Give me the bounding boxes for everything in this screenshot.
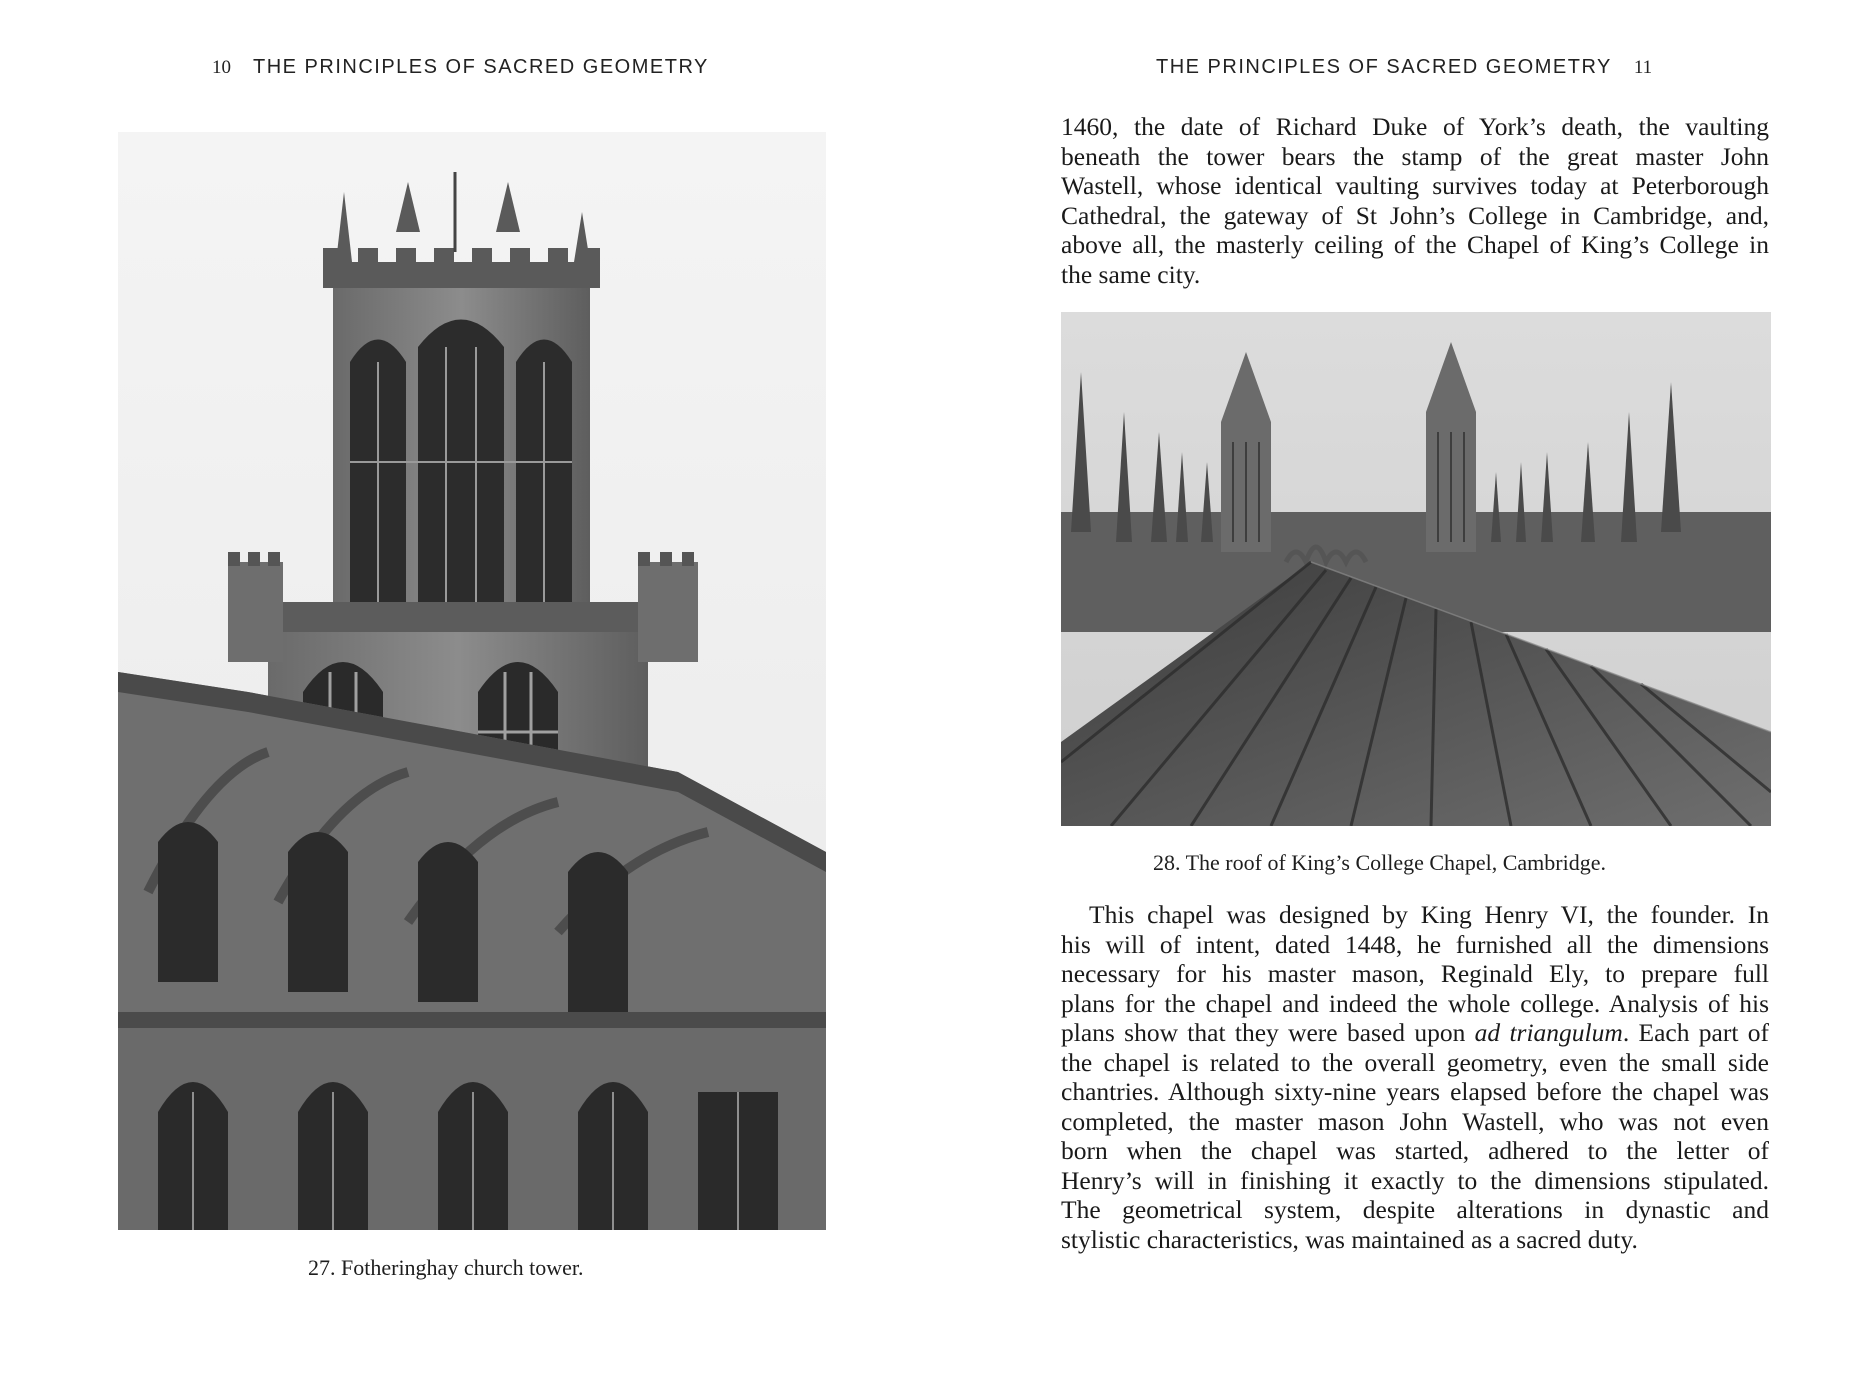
- text-line: plans for the chapel and indeed the whole college. Analysis of his: [1061, 988, 1769, 1018]
- text-line: 1460, the date of Richard Duke of York’s death, the vaulting: [1061, 112, 1769, 141]
- paragraph-chapel: [1061, 900, 1769, 1254]
- right-running-head-title: THE PRINCIPLES OF SACRED GEOMETRY: [1156, 56, 1612, 78]
- left-running-head: [212, 56, 709, 79]
- tower-photo-illustration: [118, 132, 826, 1230]
- text-line: This chapel was designed by King Henry VI, the founder. In: [1089, 900, 1769, 929]
- text-line: completed, the master mason John Wastell, who was not even: [1061, 1106, 1769, 1136]
- text-run: . Each part of: [1622, 1018, 1769, 1047]
- italic-term: ad triangulum: [1474, 1018, 1623, 1047]
- text-line: his will of intent, dated 1448, he furnished all the dimensions: [1061, 929, 1769, 959]
- figure-27-caption: 27. Fotheringhay church tower.: [308, 1255, 584, 1280]
- left-running-head-title: THE PRINCIPLES OF SACRED GEOMETRY: [253, 56, 709, 78]
- fotheringhay-tower-photo: [118, 132, 826, 1230]
- kings-college-roof-photo: [1061, 312, 1771, 826]
- text-line: above all, the masterly ceiling of the Chapel of King’s College in: [1061, 230, 1769, 259]
- left-page-number: 10: [212, 57, 231, 78]
- text-line: stylistic characteristics, was maintained as a sacred duty.: [1061, 1224, 1638, 1254]
- text-line: The geometrical system, despite alterations in dynastic and: [1061, 1195, 1769, 1224]
- right-running-head: [1156, 56, 1652, 79]
- roof-photo-illustration: [1061, 312, 1771, 826]
- text-line: born when the chapel was started, adhered to the letter of: [1061, 1136, 1769, 1165]
- text-line: Wastell, whose identical vaulting survives today at Peterborough: [1061, 171, 1769, 200]
- text-line: the same city.: [1061, 259, 1201, 289]
- text-line: necessary for his master mason, Reginald Ely, to prepare full: [1061, 959, 1769, 988]
- text-line: the chapel is related to the overall geometry, even the small side: [1061, 1047, 1769, 1077]
- right-page-number: 11: [1633, 57, 1653, 78]
- paragraph-continued: [1061, 112, 1769, 289]
- figure-28-caption: 28. The roof of King’s College Chapel, Cambridge.: [1153, 850, 1606, 875]
- text-line: Henry’s will in finishing it exactly to the dimensions stipulated.: [1061, 1165, 1769, 1195]
- text-line-with-italic: [1061, 1018, 1769, 1048]
- text-line: chantries. Although sixty-nine years elapsed before the chapel was: [1061, 1077, 1769, 1106]
- text-line: beneath the tower bears the stamp of the great master John: [1061, 141, 1769, 171]
- text-run: plans show that they were based upon: [1061, 1018, 1475, 1047]
- text-line: Cathedral, the gateway of St John’s College in Cambridge, and,: [1061, 200, 1769, 230]
